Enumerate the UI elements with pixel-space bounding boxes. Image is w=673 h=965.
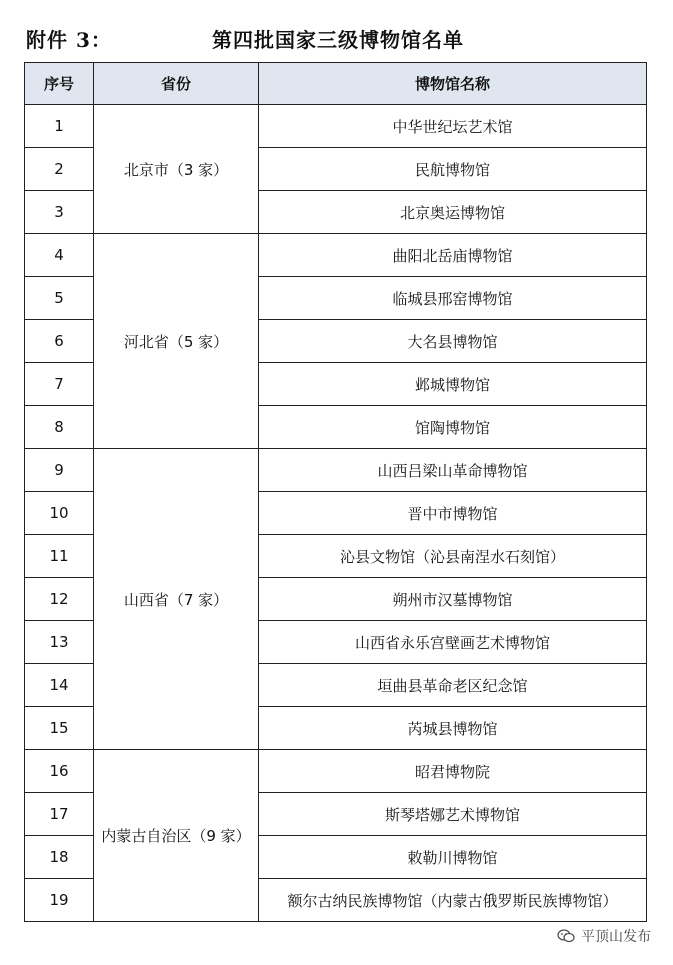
museum-name: 山西吕梁山革命博物馆 <box>259 449 647 492</box>
column-header-province: 省份 <box>94 63 259 105</box>
museum-name: 斯琴塔娜艺术博物馆 <box>259 793 647 836</box>
row-number: 14 <box>25 664 94 707</box>
museum-name: 沁县文物馆（沁县南涅水石刻馆） <box>259 535 647 578</box>
museum-name: 山西省永乐宫壁画艺术博物馆 <box>259 621 647 664</box>
province-cell: 河北省（5 家） <box>94 234 259 449</box>
wechat-icon <box>557 929 575 943</box>
museum-name: 垣曲县革命老区纪念馆 <box>259 664 647 707</box>
museum-name: 北京奥运博物馆 <box>259 191 647 234</box>
museum-name: 民航博物馆 <box>259 148 647 191</box>
row-number: 4 <box>25 234 94 277</box>
table-body <box>25 105 647 922</box>
museum-name: 大名县博物馆 <box>259 320 647 363</box>
museum-name: 临城县邢窑博物馆 <box>259 277 647 320</box>
row-number: 9 <box>25 449 94 492</box>
page-header <box>0 0 673 62</box>
row-number: 3 <box>25 191 94 234</box>
province-cell: 内蒙古自治区（9 家） <box>94 750 259 922</box>
museum-list-table <box>24 62 647 922</box>
row-number: 13 <box>25 621 94 664</box>
museum-name: 曲阳北岳庙博物馆 <box>259 234 647 277</box>
row-number: 10 <box>25 492 94 535</box>
page-title: 第四批国家三级博物馆名单 <box>212 28 464 52</box>
row-number: 12 <box>25 578 94 621</box>
row-number: 16 <box>25 750 94 793</box>
attachment-label: 附件 3： <box>26 28 112 52</box>
museum-name: 馆陶博物馆 <box>259 406 647 449</box>
row-number: 18 <box>25 836 94 879</box>
table-row <box>25 234 647 277</box>
row-number: 5 <box>25 277 94 320</box>
province-cell: 北京市（3 家） <box>94 105 259 234</box>
row-number: 15 <box>25 707 94 750</box>
museum-name: 敕勒川博物馆 <box>259 836 647 879</box>
museum-name: 中华世纪坛艺术馆 <box>259 105 647 148</box>
museum-name: 芮城县博物馆 <box>259 707 647 750</box>
province-cell: 山西省（7 家） <box>94 449 259 750</box>
row-number: 11 <box>25 535 94 578</box>
row-number: 1 <box>25 105 94 148</box>
column-header-museum-name: 博物馆名称 <box>259 63 647 105</box>
row-number: 2 <box>25 148 94 191</box>
museum-name: 邺城博物馆 <box>259 363 647 406</box>
table-header-row <box>25 63 647 105</box>
museum-name: 昭君博物院 <box>259 750 647 793</box>
column-header-number: 序号 <box>25 63 94 105</box>
row-number: 8 <box>25 406 94 449</box>
museum-name: 额尔古纳民族博物馆（内蒙古俄罗斯民族博物馆） <box>259 879 647 922</box>
row-number: 7 <box>25 363 94 406</box>
museum-name: 朔州市汉墓博物馆 <box>259 578 647 621</box>
row-number: 17 <box>25 793 94 836</box>
museum-name: 晋中市博物馆 <box>259 492 647 535</box>
table-row <box>25 750 647 793</box>
row-number: 6 <box>25 320 94 363</box>
table-row <box>25 449 647 492</box>
watermark-text: 平顶山发布 <box>581 929 651 945</box>
table-row <box>25 105 647 148</box>
row-number: 19 <box>25 879 94 922</box>
watermark <box>557 926 651 946</box>
